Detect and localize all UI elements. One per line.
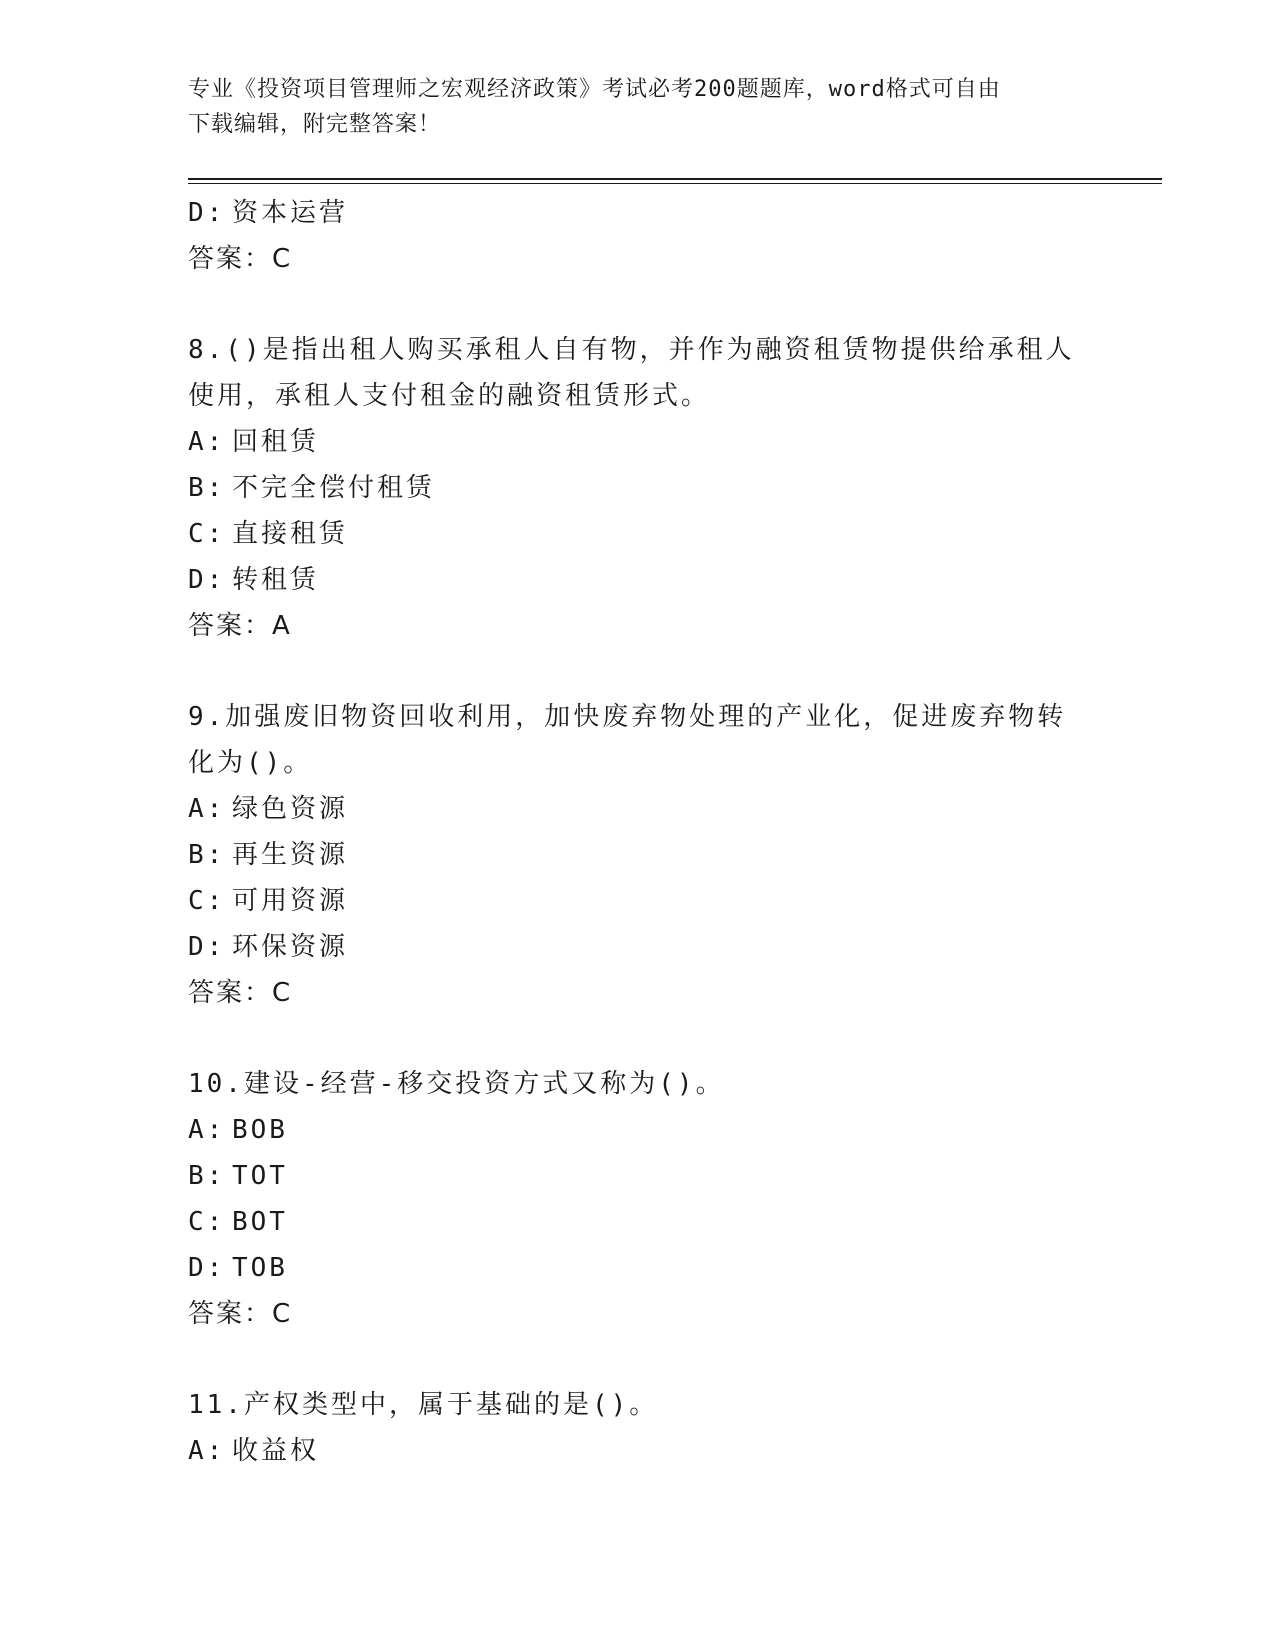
question-text-line-2: 化为()。	[188, 748, 313, 778]
option-text: TOT	[232, 1161, 288, 1191]
option-text: TOB	[232, 1253, 288, 1283]
document-header	[188, 72, 1078, 142]
option-label: D:	[188, 1253, 226, 1283]
option-b	[188, 1153, 1068, 1199]
option-text: 可用资源	[232, 886, 349, 916]
answer-line: 答案：C	[188, 978, 293, 1008]
option-a	[188, 786, 1068, 832]
option-label: C:	[188, 1207, 226, 1237]
option-text: 资本运营	[232, 198, 349, 228]
option-d	[188, 924, 1068, 970]
option-text: BOB	[232, 1115, 288, 1145]
question-text-line-1: 11.产权类型中，属于基础的是()。	[188, 1390, 659, 1420]
option-label: A:	[188, 1436, 226, 1466]
option-text: 回租赁	[232, 427, 320, 457]
option-label: B:	[188, 840, 226, 870]
option-label: A:	[188, 427, 226, 457]
question-9	[188, 694, 1068, 1016]
answer-line: 答案：C	[188, 244, 293, 274]
option-text: 环保资源	[232, 932, 349, 962]
question-text-line-1: 9.加强废旧物资回收利用，加快废弃物处理的产业化，促进废弃物转	[188, 702, 1067, 732]
option-text: 直接租赁	[232, 519, 349, 549]
header-divider-thin	[188, 183, 1162, 184]
option-text: 转租赁	[232, 565, 320, 595]
option-d	[188, 1245, 1068, 1291]
option-b	[188, 465, 1068, 511]
option-a	[188, 419, 1068, 465]
answer-line: 答案：A	[188, 611, 292, 641]
question-text-line-2: 使用，承租人支付租金的融资租赁形式。	[188, 381, 711, 411]
header-divider-thick	[188, 178, 1162, 180]
option-text: 再生资源	[232, 840, 349, 870]
option-b	[188, 832, 1068, 878]
option-d	[188, 190, 1068, 236]
option-label: D:	[188, 198, 226, 228]
option-text: BOT	[232, 1207, 288, 1237]
option-label: A:	[188, 794, 226, 824]
option-d	[188, 557, 1068, 603]
option-text: 不完全偿付租赁	[232, 473, 436, 503]
question-10	[188, 1061, 1068, 1337]
option-c	[188, 1199, 1068, 1245]
option-text: 绿色资源	[232, 794, 349, 824]
option-a	[188, 1107, 1068, 1153]
option-label: C:	[188, 519, 226, 549]
option-label: D:	[188, 565, 226, 595]
question-11	[188, 1382, 1068, 1474]
question-list	[188, 190, 1075, 1474]
answer-line: 答案：C	[188, 1299, 293, 1329]
question-text-line-1: 10.建设-经营-移交投资方式又称为()。	[188, 1069, 725, 1099]
option-label: D:	[188, 932, 226, 962]
option-label: B:	[188, 473, 226, 503]
option-a	[188, 1428, 1068, 1474]
header-title-line-2: 下载编辑，附完整答案！	[188, 112, 442, 137]
question-8	[188, 327, 1075, 649]
option-label: B:	[188, 1161, 226, 1191]
question-text-line-1: 8.()是指出租人购买承租人自有物，并作为融资租赁物提供给承租人	[188, 335, 1075, 365]
option-c	[188, 511, 1068, 557]
option-label: A:	[188, 1115, 226, 1145]
option-c	[188, 878, 1068, 924]
header-title-line-1: 专业《投资项目管理师之宏观经济政策》考试必考200题题库，word格式可自由	[188, 77, 1001, 102]
option-label: C:	[188, 886, 226, 916]
option-text: 收益权	[232, 1436, 320, 1466]
